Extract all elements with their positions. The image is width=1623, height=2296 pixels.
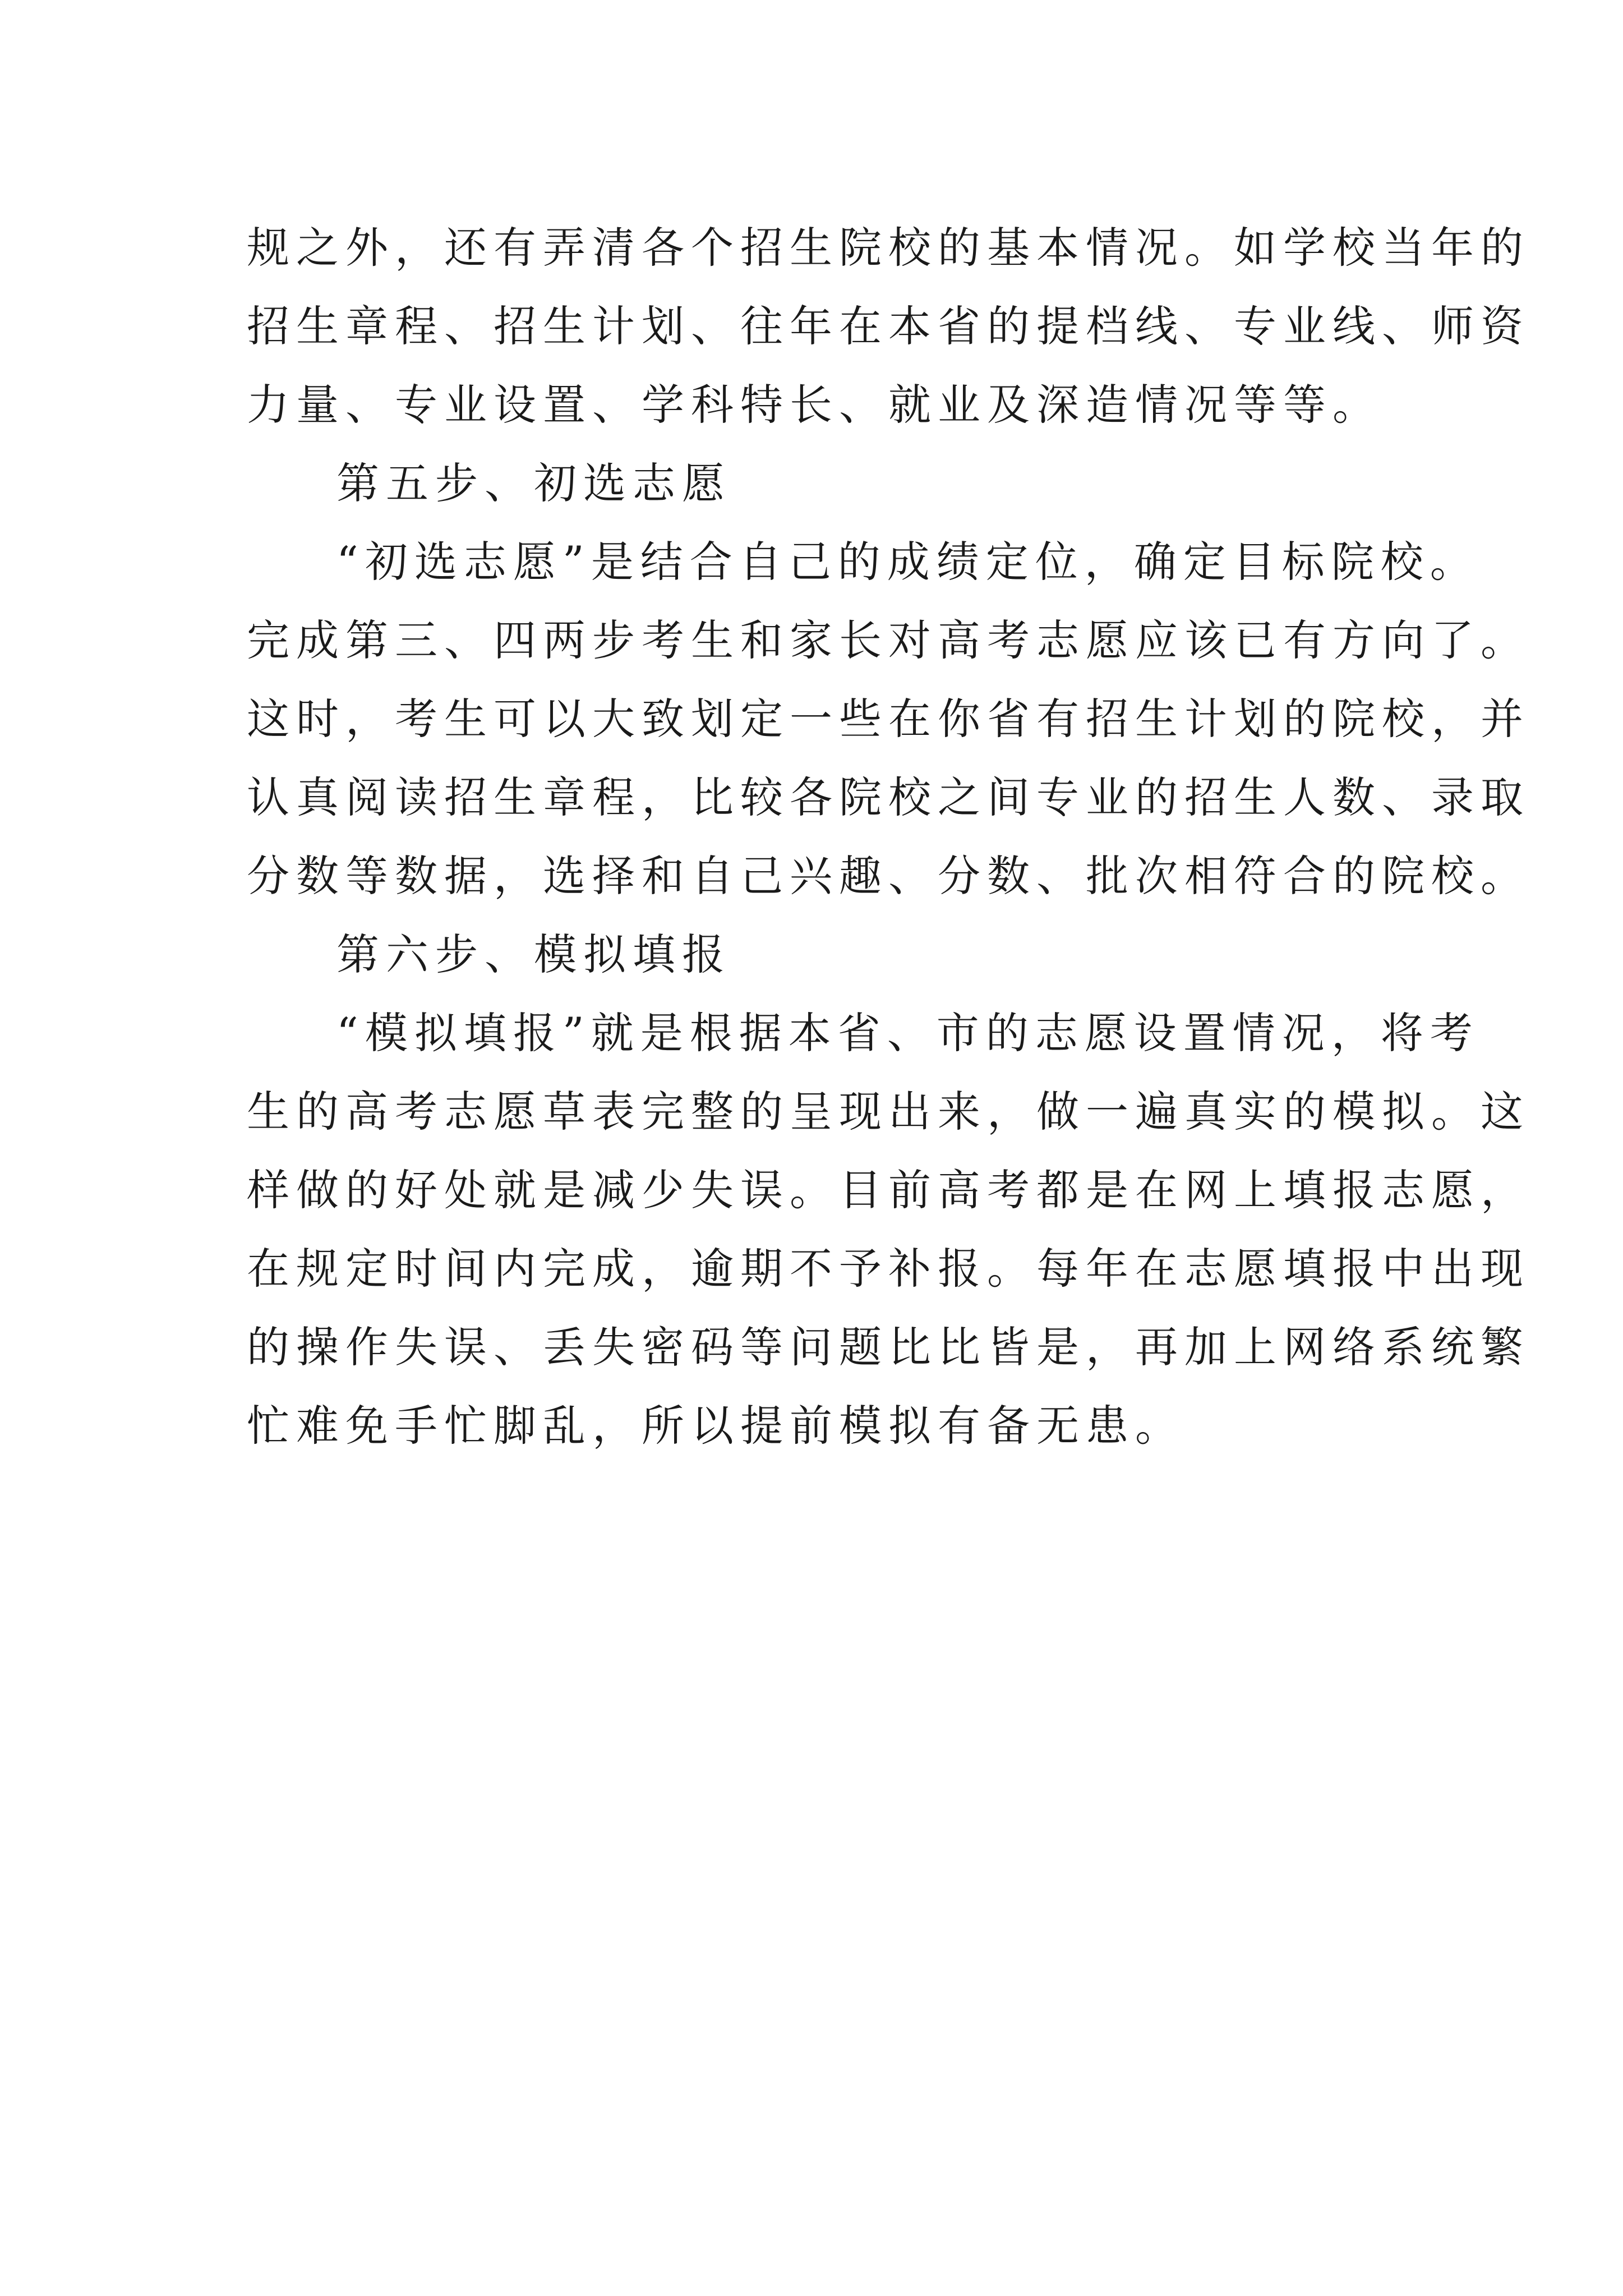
text-line: 样做的好处就是减少失误。目前高考都是在网上填报志愿， [247,1165,1530,1215]
paragraph-step5 [247,523,1530,915]
text-line: 生的高考志愿草表完整的呈现出来，做一遍真实的模拟。这 [247,1087,1530,1137]
text-line: 完成第三、四两步考生和家长对高考志愿应该已有方向了。 [247,615,1530,665]
document-body [247,209,1530,1465]
text-line: 力量、专业设置、学科特长、就业及深造情况等等。 [247,380,1382,430]
text-line: “模拟填报”就是根据本省、市的志愿设置情况，将考 [336,1008,1479,1058]
text-line: 的操作失误、丢失密码等问题比比皆是，再加上网络系统繁 [247,1322,1530,1372]
text-line: 认真阅读招生章程，比较各院校之间专业的招生人数、录取 [247,772,1530,822]
paragraph-intro [247,209,1530,444]
text-line: “初选志愿”是结合自己的成绩定位，确定目标院校。 [336,537,1479,587]
text-line: 这时，考生可以大致划定一些在你省有招生计划的院校，并 [247,694,1530,744]
step5-heading: 第五步、初选志愿 [336,458,731,508]
text-line: 规之外，还有弄清各个招生院校的基本情况。如学校当年的 [247,223,1530,273]
text-line: 招生章程、招生计划、往年在本省的提档线、专业线、师资 [247,301,1530,351]
text-line: 分数等数据，选择和自己兴趣、分数、批次相符合的院校。 [247,851,1530,901]
text-line: 忙难免手忙脚乱，所以提前模拟有备无患。 [247,1401,1184,1451]
text-line: 在规定时间内完成，逾期不予补报。每年在志愿填报中出现 [247,1244,1530,1294]
step6-heading: 第六步、模拟填报 [336,930,731,979]
paragraph-step6 [247,994,1530,1465]
